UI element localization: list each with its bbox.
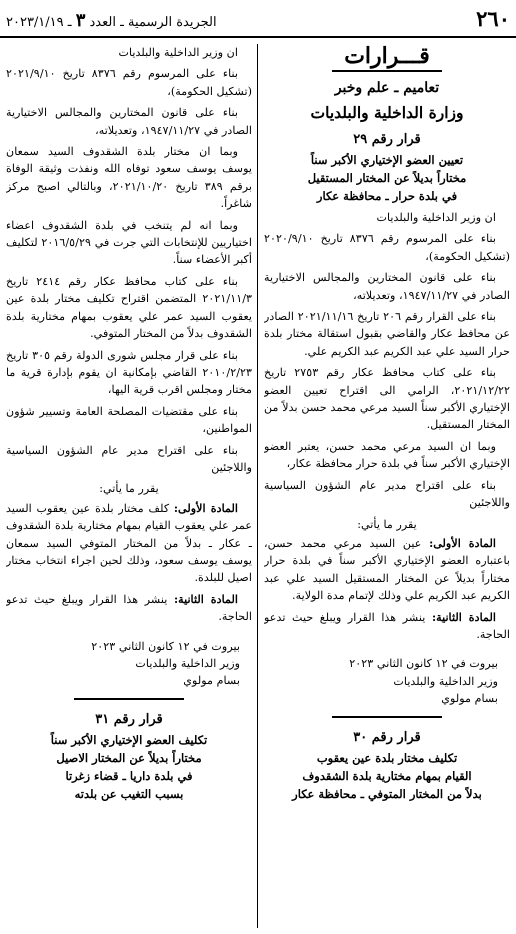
article-text: كلف مختار بلدة عين يعقوب السيد عمر علي يعقوب القيام بمهام مختارية بلدة الشقدوف ـ عكار ـ بدلاً من المختار المتوفي السيد سمعان يوسف يوسف سعود، وذلك لحين اجراء انتخاب مختار اصيل للبلدة.: [6, 501, 252, 585]
decree-31-title-line: بسبب التغيب عن بلدته: [74, 786, 184, 801]
decree-30-title-line: بدلاً من المختار المتوفي ـ محافظة عكار: [292, 786, 482, 801]
ministry-heading: وزارة الداخلية والبلديات: [310, 103, 464, 122]
decree-30-paragraph: بناء على قرار مجلس شورى الدولة رقم ٣٠٥ تاريخ ٢٠١٠/٢/٢٣ القاضي بإمكانية ان يقوم بإدارة قرية ما مختار ومجلس اقرب قرية اليها،: [6, 348, 252, 397]
article-label: المادة الأولى:: [173, 500, 238, 515]
decree-29-paragraph: بناء على القرار رقم ٢٠٦ تاريخ ٢٠٢١/١١/١٦ الصادر عن محافظ عكار والقاضي بقبول استقالة مختار بلدة حرار السيد علي عبد الكريم عبد الكريم علي.: [264, 310, 510, 358]
decree-30-article-1: [6, 500, 252, 587]
title-rule: [332, 70, 442, 72]
page-number: ٢٦٠: [476, 6, 510, 31]
decree-31-number: قرار رقم ٣١: [95, 711, 163, 727]
decree-29-paragraph: بناء على المرسوم رقم ٨٣٧٦ تاريخ ٢٠٢٠/٩/١٠ (تشكيل الحكومة)،: [264, 232, 510, 263]
issue-number: ٣: [75, 10, 86, 31]
article-text: عين السيد مرعي محمد حسن، باعتباره العضو الإختياري الأكبر سناً في بلدة حرار مختاراً بديلاً عن المختار المستقيل السيد علي عبد الكريم عبد الكريم علي وذلك لإتمام مدة الولاية.: [264, 536, 510, 603]
decree-31-title: [6, 731, 252, 803]
page-header: [0, 0, 516, 38]
decree-29-article-2: [264, 609, 510, 644]
decree-29-number: قرار رقم ٢٩: [353, 132, 421, 147]
decree-29-paragraph: بناء على كتاب محافظ عكار رقم ٢٧٥٣ تاريخ ٢٠٢١/١٢/٢٢، الرامي الى اقتراح تعيين العضو الإختياري الأكبر سناً السيد مرعي محمد حسن بدلاً من المختار المستقيل.: [264, 366, 510, 432]
decree-30-signature-office: وزير الداخلية والبلديات: [135, 657, 240, 670]
decree-30-number: قرار رقم ٣٠: [353, 729, 421, 745]
decree-30-paragraph: ان وزير الداخلية والبلديات: [118, 46, 238, 59]
decree-29-title: [264, 151, 510, 205]
decree-30-resolve: يقرر ما يأتي:: [99, 482, 159, 496]
decree-separator: [74, 698, 184, 700]
decree-30-signature-name: بسام مولوي: [183, 674, 240, 688]
decree-29-resolve: يقرر ما يأتي:: [357, 517, 417, 531]
left-column: [6, 44, 252, 930]
decree-30-paragraph: وبما ان مختار بلدة الشقدوف السيد سمعان يوسف يوسف سعود توفاه الله ونفذت وثيقة الوفاة برقم ٣٨٩ تاريخ ٢٠٢١/١٠/٢٠، وبالتالي اصبح مركز شاغراً.: [6, 145, 252, 211]
decree-30-paragraph: بناء على كتاب محافظ عكار رقم ٢٤١٤ تاريخ ٢٠٢١/١١/٣ المتضمن اقتراح تكليف مختار بلدة عين يعقوب السيد عمر علي يعقوب بمهام مختارية بلدة الشقدوف بدلاً من المختار المتوفي.: [6, 274, 252, 341]
decree-30-signature-date: بيروت في ١٢ كانون الثاني ٢٠٢٣: [91, 639, 240, 653]
gazette-name: الجريدة الرسمية ـ العدد: [85, 15, 217, 30]
decree-29-paragraph: وبما ان السيد مرعي محمد حسن، يعتبر العضو الإختياري الأكبر سناً في بلدة حرار محافظة عكار،: [264, 439, 510, 471]
gazette-title: [6, 10, 217, 31]
decree-29-article-1: [264, 535, 510, 605]
decree-31-title-line: مختاراً بديلاً عن المختار الاصيل: [56, 750, 202, 765]
decree-30-paragraph: بناء على المرسوم رقم ٨٣٧٦ تاريخ ٢٠٢١/٩/١٠ (تشكيل الحكومة)،: [6, 67, 252, 98]
decree-30-paragraph: بناء على اقتراح مدير عام الشؤون السياسية واللاجئين: [6, 443, 252, 474]
decree-29-signature-date: بيروت في ١٢ كانون الثاني ٢٠٢٣: [349, 657, 498, 671]
article-text: ينشر هذا القرار ويبلغ حيث تدعو الحاجة.: [264, 610, 510, 641]
decree-30-paragraph: بناء على قانون المختارين والمجالس الاختيارية الصادر في ١٩٤٧/١١/٢٧، وتعديلاته،: [6, 106, 252, 137]
decree-29-signature-name: بسام مولوي: [441, 692, 498, 706]
right-column: [264, 44, 510, 930]
decree-29-signature-office: وزير الداخلية والبلديات: [393, 674, 498, 688]
decree-29-paragraph: بناء على اقتراح مدير عام الشؤون السياسية واللاجئين: [264, 478, 510, 510]
column-divider: [257, 44, 258, 928]
article-label: المادة الثانية:: [431, 609, 496, 624]
decree-29-paragraph: ان وزير الداخلية والبلديات: [376, 211, 496, 224]
article-text: ينشر هذا القرار ويبلغ حيث تدعو الحاجة.: [6, 592, 252, 624]
decree-29-title-line: تعيين العضو الإختياري الأكبر سناً: [310, 153, 464, 167]
article-label: المادة الثانية:: [173, 591, 238, 606]
decree-31-title-line: تكليف العضو الإختياري الأكبر سناً: [50, 732, 208, 747]
decree-30-paragraph: بناء على مقتضيات المصلحة العامة وتسيير شؤون المواطنين،: [6, 404, 252, 436]
decree-31-title-line: في بلدة داريا ـ قضاء زغرتا: [65, 768, 193, 783]
decree-30-title: [264, 749, 510, 803]
decree-29-title-line: في بلدة حرار ـ محافظة عكار: [316, 189, 458, 203]
decree-30-paragraph: وبما انه لم يتنخب في بلدة الشقدوف اعضاء اختياريين للإنتخابات التي جرت في ٢٠١٦/٥/٢٩ لتكليف أكبر الأعضاء سناً.: [6, 218, 252, 267]
decree-29-paragraph: بناء على قانون المختارين والمجالس الاختيارية الصادر في ١٩٤٧/١١/٢٧، وتعديلاته،: [264, 271, 510, 302]
decree-30-article-2: [6, 591, 252, 626]
issue-date: ـ ٢٠٢٣/١/١٩: [6, 15, 76, 30]
decree-separator: [332, 716, 442, 718]
decree-30-title-line: تكليف مختار بلدة عين يعقوب: [316, 750, 458, 765]
article-label: المادة الأولى:: [429, 535, 496, 550]
decree-30-title-line: القيام بمهام مختارية بلدة الشقدوف: [302, 768, 472, 783]
decree-29-title-line: مختاراً بديلاً عن المختار المستقيل: [307, 171, 467, 185]
section-title: قـــرارات: [344, 44, 430, 69]
section-subtitle: تعاميم ـ علم وخبر: [334, 80, 440, 96]
